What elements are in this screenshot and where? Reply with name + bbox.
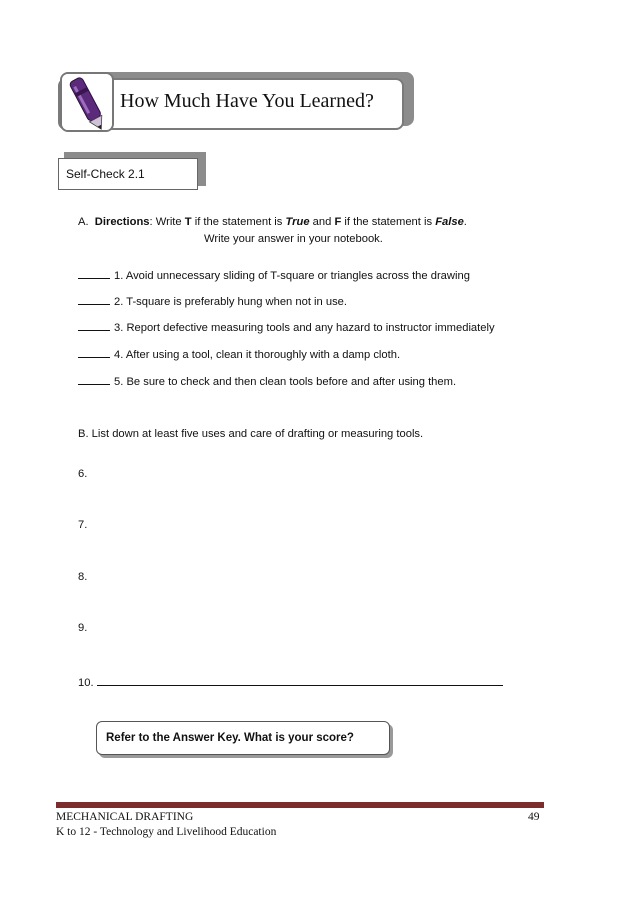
list-item: 6.: [78, 468, 88, 480]
answer-blank: [78, 294, 110, 305]
score-prompt: Refer to the Answer Key. What is your score?: [106, 732, 354, 744]
list-item: 8.: [78, 571, 88, 583]
directions: A. Directions: Write T if the statement is True and F if the statement is False.: [78, 216, 467, 228]
section-b-instruction: B. List down at least five uses and care of drafting or measuring tools.: [78, 428, 424, 440]
answer-blank: [78, 320, 110, 331]
footer-program: K to 12 - Technology and Livelihood Education: [56, 826, 277, 838]
footer-bar: [56, 802, 544, 808]
tf-item: 3. Report defective measuring tools and any hazard to instructor immediately: [78, 320, 495, 335]
answer-blank: [78, 347, 110, 358]
answer-blank: [78, 268, 110, 279]
page-title: How Much Have You Learned?: [120, 90, 374, 112]
answer-blank: [78, 374, 110, 385]
pen-icon: [60, 72, 114, 132]
tf-item: 1. Avoid unnecessary sliding of T-square or triangles across the drawing: [78, 268, 470, 283]
directions-line-2: Write your answer in your notebook.: [204, 233, 383, 245]
footer-subject: MECHANICAL DRAFTING: [56, 811, 194, 823]
tf-item: 5. Be sure to check and then clean tools before and after using them.: [78, 374, 456, 389]
tf-item: 4. After using a tool, clean it thoroughly with a damp cloth.: [78, 347, 400, 362]
answer-line: [97, 675, 503, 686]
page-number: 49: [528, 811, 540, 823]
list-item: 10.: [78, 675, 503, 690]
directions-label: Directions: [94, 216, 150, 228]
self-check-label: Self-Check 2.1: [66, 167, 145, 181]
list-item: 9.: [78, 622, 88, 634]
tf-item: 2. T-square is preferably hung when not in use.: [78, 294, 347, 309]
list-item: 7.: [78, 519, 88, 531]
